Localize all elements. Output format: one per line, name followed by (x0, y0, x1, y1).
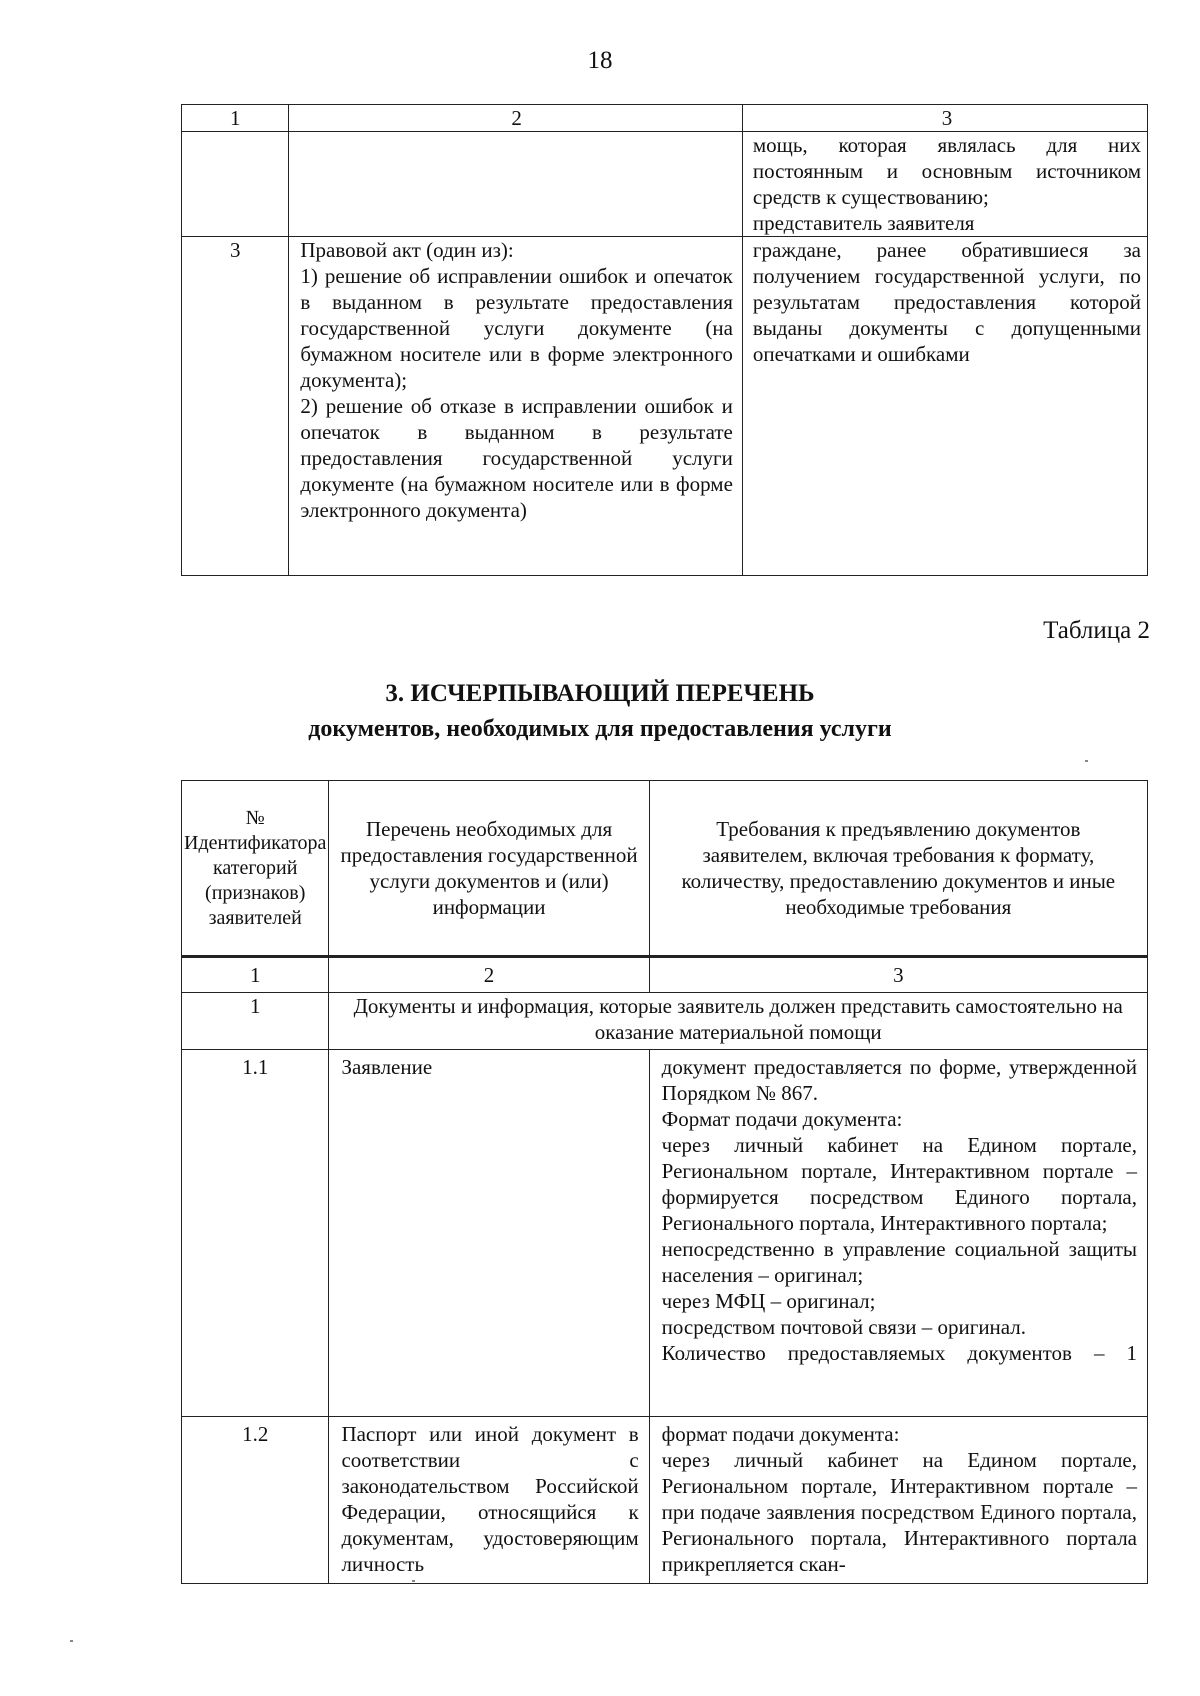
scan-speck (1085, 760, 1088, 762)
table-row (182, 1417, 1148, 1584)
header-cell: № Идентификатора категорий (признаков) заявителей (182, 781, 329, 957)
requirements-text: формат подачи документа: через личный кабинет на Едином портале, Региональном портале, Интерактивном портале – при подаче заявления посредством Единого портала, Регионального портала, Интерактивного портала прикрепляется скан- (649, 1417, 1147, 1584)
header-cell: 1 (182, 105, 289, 132)
column-number-row (182, 957, 1148, 993)
table-cell: мощь, которая являлась для них постоянным и основным источником средств к существованию; представитель заявителя (742, 132, 1147, 237)
table-cell: 3 (182, 237, 289, 576)
scan-speck (70, 1640, 73, 1642)
requirements-quantity: Количество предоставляемых документов – 1 (661, 1341, 1137, 1365)
column-number: 3 (649, 957, 1147, 993)
page-number: 18 (587, 47, 613, 74)
document-name: Паспорт или иной документ в соответствии с законодательством Российской Федерации, относящийся к документам, удостоверяющим личность (329, 1417, 649, 1584)
group-id: 1 (182, 993, 329, 1050)
column-number: 2 (329, 957, 649, 993)
header-cell: 2 (289, 105, 743, 132)
table-continuation (181, 104, 1148, 576)
group-title: Документы и информация, которые заявитель должен представить самостоятельно на оказание материальной помощи (329, 993, 1148, 1050)
table-row (182, 237, 1148, 576)
section-subtitle: документов, необходимых для предоставления услуги (308, 716, 892, 742)
header-cell: Требования к предъявлению документов заявителем, включая требования к формату, количеству, предоставлению документов и иные необходимые требования (649, 781, 1147, 957)
header-cell: Перечень необходимых для предоставления государственной услуги документов и (или) информации (329, 781, 649, 957)
table-caption: Таблица 2 (1043, 617, 1150, 644)
header-cell: 3 (742, 105, 1147, 132)
document-name: Заявление (329, 1050, 649, 1417)
table-cell: Правовой акт (один из): 1) решение об исправлении ошибок и опечаток в выданном в результате предоставления государственной услуги документе (на бумажном носителе или в форме электронного документа); 2) решение об отказе в исправлении ошибок и опечаток в выданном в результате предоставления государственной услуги документе (на бумажном носителе или в форме электронного документа) (289, 237, 743, 576)
scan-speck (412, 1580, 415, 1582)
table-row (182, 1050, 1148, 1417)
table-cell (289, 132, 743, 237)
section-title: 3. ИСЧЕРПЫВАЮЩИЙ ПЕРЕЧЕНЬ (385, 680, 815, 707)
row-id: 1.2 (182, 1417, 329, 1584)
table-header-row (182, 105, 1148, 132)
table-cell: граждане, ранее обратившиеся за получением государственной услуги, по результатам предоставления которой выданы документы с допущенными опечатками и ошибками (742, 237, 1147, 576)
row-id: 1.1 (182, 1050, 329, 1417)
requirements-cell (649, 1050, 1147, 1417)
documents-table (181, 780, 1148, 1584)
requirements-text: документ предоставляется по форме, утвержденной Порядком № 867. Формат подачи документа: через личный кабинет на Едином портале, Региональном портале, Интерактивном портале – формируется посредством Единого портала, Регионального портала, Интерактивного портала; непосредственно в управление социальной защиты населения – оригинал; через МФЦ – оригинал; посредством почтовой связи – оригинал. (661, 1055, 1137, 1339)
table-cell (182, 132, 289, 237)
table-header-row (182, 781, 1148, 957)
group-row (182, 993, 1148, 1050)
table-row (182, 132, 1148, 237)
column-number: 1 (182, 957, 329, 993)
